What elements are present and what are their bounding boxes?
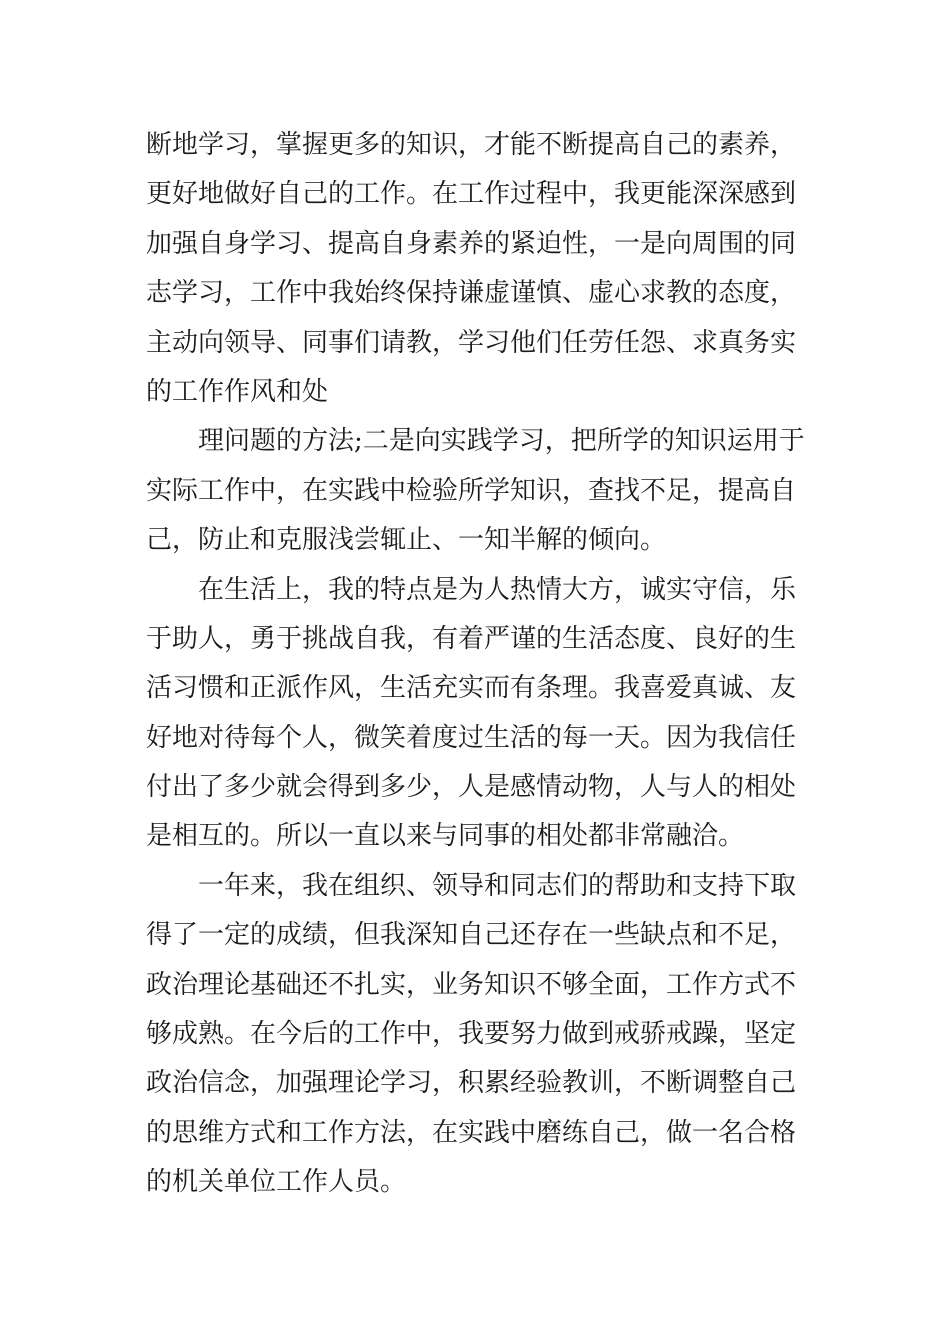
text-line: 的机关单位工作人员。 [146,1167,407,1198]
text-line: 一年来，我在组织、领导和同志们的帮助和支持下取 [198,870,797,901]
text-line: 好地对待每个人，微笑着度过生活的每一天。因为我信任 [146,722,797,753]
text-line: 主动向领导、同事们请教，学习他们任劳任怨、求真务实 [146,327,797,358]
text-line: 付出了多少就会得到多少，人是感情动物，人与人的相处 [146,772,797,803]
text-line: 于助人，勇于挑战自我，有着严谨的生活态度、良好的生 [146,623,797,654]
text-line: 活习惯和正派作风，生活充实而有条理。我喜爱真诚、友 [146,673,797,704]
paragraph-3 [146,566,816,862]
paragraph-4 [146,862,816,1208]
text-line: 是相互的。所以一直以来与同事的相处都非常融洽。 [146,821,745,852]
text-line: 在生活上，我的特点是为人热情大方，诚实守信，乐 [198,574,797,605]
paragraph-2 [146,417,816,565]
text-line: 断地学习，掌握更多的知识，才能不断提高自己的素养， [146,130,797,160]
text-line: 志学习，工作中我始终保持谦虚谨慎、虚心求教的态度， [146,278,797,309]
text-line: 政治理论基础还不扎实，业务知识不够全面，工作方式不 [146,969,797,1000]
text-line: 得了一定的成绩，但我深知自己还存在一些缺点和不足， [146,920,797,951]
text-line: 的思维方式和工作方法，在实践中磨练自己，做一名合格 [146,1117,797,1148]
text-line: 己，防止和克服浅尝辄止、一知半解的倾向。 [146,525,667,556]
paragraph-1 [146,121,816,417]
text-line: 更好地做好自己的工作。在工作过程中，我更能深深感到 [146,179,797,210]
text-line: 的工作作风和处 [146,376,329,407]
text-line: 实际工作中，在实践中检验所学知识，查找不足，提高自 [146,475,797,506]
text-line: 理问题的方法;二是向实践学习，把所学的知识运用于 [198,426,805,457]
document-body [146,121,816,1208]
text-line: 加强自身学习、提高自身素养的紧迫性，一是向周围的同 [146,228,797,259]
text-line: 够成熟。在今后的工作中，我要努力做到戒骄戒躁，坚定 [146,1019,797,1050]
text-line: 政治信念，加强理论学习，积累经验教训，不断调整自己 [146,1068,797,1099]
